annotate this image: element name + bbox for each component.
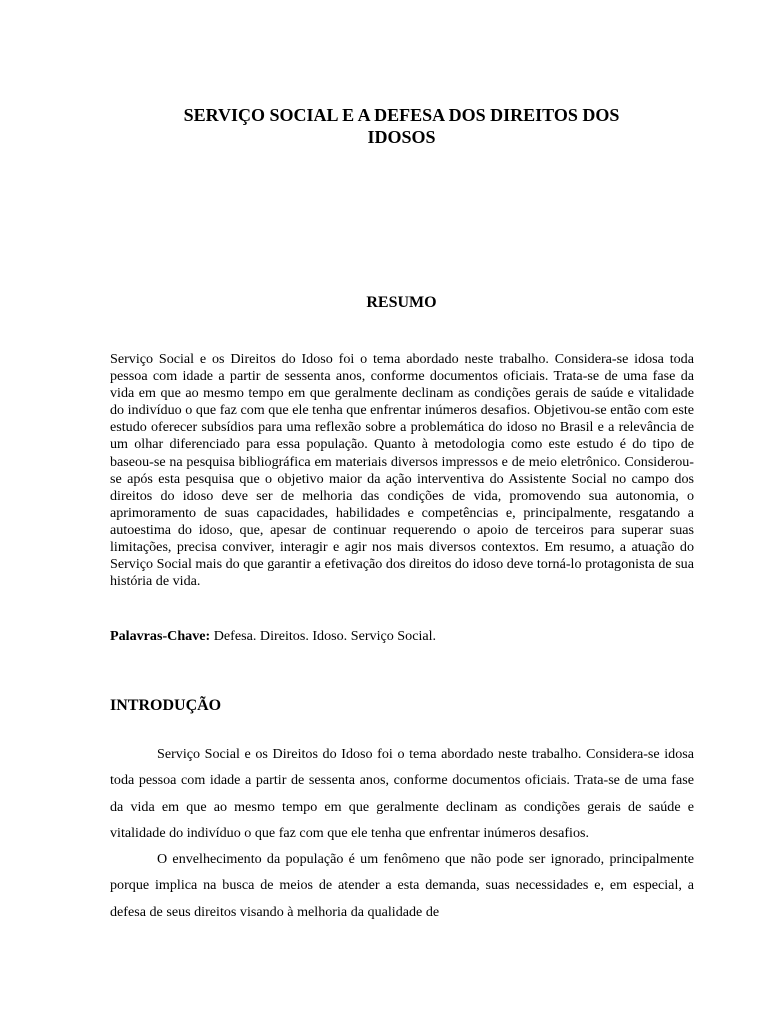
abstract-heading: RESUMO [366, 294, 437, 311]
keywords-label: Palavras-Chave: [110, 628, 211, 644]
introduction-paragraph-2: O envelhecimento da população é um fenômeno que não pode ser ignorado, principalmente porque implica na busca de meios de atender a esta demanda, suas necessidades e, em especial, a defesa de seus direitos visando à melhoria da qualidade de [110, 851, 694, 920]
document-title-line-1: SERVIÇO SOCIAL E A DEFESA DOS DIREITOS DOS [183, 105, 620, 125]
introduction-body [110, 741, 694, 925]
document-title-line-2: IDOSOS [367, 127, 436, 147]
abstract-paragraph: Serviço Social e os Direitos do Idoso foi o tema abordado neste trabalho. Considera-se idosa toda pessoa com idade a partir de sessenta anos, conforme documentos oficiais. Trata-se de uma fase da vida em que ao mesmo tempo em que geralmente declinam as condições gerais de saúde e vitalidade do indivíduo o que faz com que ele tenha que enfrentar inúmeros desafios. Objetivou-se então com este estudo oferecer subsídios para uma reflexão sobre a problemática do idoso no Brasil e a relevância de um olhar diferenciado para essa população. Quanto à metodologia como este estudo é do tipo de baseou-se na pesquisa bibliográfica em materiais diversos impressos e de meio eletrônico. Considerou-se após esta pesquisa que o objetivo maior da ação interventiva do Assistente Social no campo dos direitos do idoso deve ser de melhoria das condições de vida, promovendo sua autonomia, o aprimoramento de suas capacidades, habilidades e competências e, principalmente, resgatando a autoestima do idoso, que, apesar de continuar requerendo o apoio de terceiros para superar suas limitações, precisa conviver, interagir e agir nos mais diversos contextos. Em resumo, a atuação do Serviço Social mais do que garantir a efetivação dos direitos do idoso deve torná-lo protagonista de sua história de vida. [110, 351, 694, 590]
keywords-text: Defesa. Direitos. Idoso. Serviço Social. [210, 628, 437, 644]
keywords-line [110, 627, 694, 645]
introduction-heading: INTRODUÇÃO [110, 697, 222, 714]
introduction-paragraph-1: Serviço Social e os Direitos do Idoso foi o tema abordado neste trabalho. Considera-se idosa toda pessoa com idade a partir de sessenta anos, conforme documentos oficiais. Trata-se de uma fase da vida em que ao mesmo tempo em que geralmente declinam as condições gerais de saúde e vitalidade do indivíduo o que faz com que ele tenha que enfrentar inúmeros desafios. [110, 746, 694, 841]
document-title [100, 104, 703, 148]
